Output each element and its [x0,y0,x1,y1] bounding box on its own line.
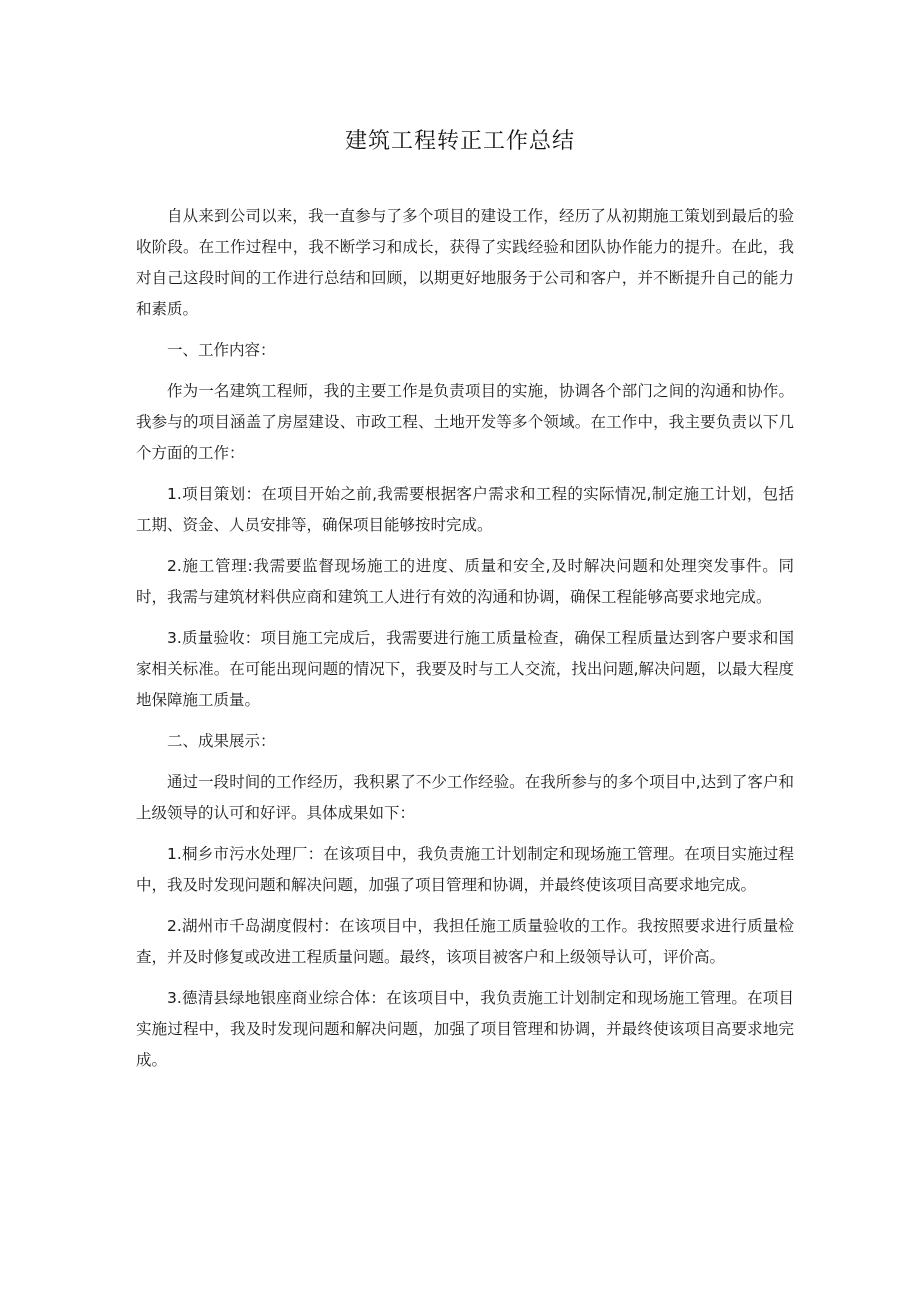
list-item-text: .施工管理:我需要监督现场施工的进度、质量和安全,及时解决问题和处理突发事件。同时，我需与建筑材料供应商和建筑工人进行有效的沟通和协调，确保工程能够高要求地完成。 [136,557,794,606]
result-item-tongxiang [136,839,794,901]
section-results-intro: 通过一段时间的工作经历，我积累了不少工作经验。在我所参与的多个项目中,达到了客户和上级领导的认可和好评。具体成果如下： [136,773,794,822]
list-item-text: .质量验收：项目施工完成后，我需要进行施工质量检查，确保工程质量达到客户要求和国家相关标准。在可能出现问题的情况下，我要及时与工人交流，找出问题,解决问题，以最大程度地保障施工质量。 [136,629,794,709]
list-item-text: .桐乡市污水处理厂：在该项目中，我负责施工计划制定和现场施工管理。在项目实施过程中，我及时发现问题和解决问题，加强了项目管理和协调，并最终使该项目高要求地完成。 [136,845,794,894]
result-item-deqing [136,983,794,1076]
work-item-construction-management [136,551,794,613]
list-number: 1 [167,845,177,863]
list-item-text: .湖州市千岛湖度假村：在该项目中，我担任施工质量验收的工作。我按照要求进行质量检查，并及时修复或改进工程质量问题。最终，该项目被客户和上级领导认可，评价高。 [136,917,794,966]
work-item-planning [136,479,794,541]
document-body [136,201,794,1086]
list-number: 2 [167,917,177,935]
result-item-huzhou [136,911,794,973]
list-item-text: .德清县绿地银座商业综合体：在该项目中，我负责施工计划制定和现场施工管理。在项目实施过程中，我及时发现问题和解决问题，加强了项目管理和协调，并最终使该项目高要求地完成。 [136,989,794,1069]
list-number: 1 [167,485,177,503]
work-item-quality-acceptance [136,623,794,716]
list-number: 3 [167,629,177,647]
list-item-text: .项目策划：在项目开始之前,我需要根据客户需求和工程的实际情况,制定施工计划，包括工期、资金、人员安排等，确保项目能够按时完成。 [136,485,794,534]
intro-paragraph: 自从来到公司以来，我一直参与了多个项目的建设工作，经历了从初期施工策划到最后的验收阶段。在工作过程中，我不断学习和成长，获得了实践经验和团队协作能力的提升。在此，我对自己这段时间的工作进行总结和回顾，以期更好地服务于公司和客户，并不断提升自己的能力和素质。 [136,207,794,318]
section-work-content-intro: 作为一名建筑工程师，我的主要工作是负责项目的实施，协调各个部门之间的沟通和协作。我参与的项目涵盖了房屋建设、市政工程、土地开发等多个领域。在工作中，我主要负责以下几个方面的工作： [136,382,794,462]
list-number: 2 [167,557,177,575]
document-title: 建筑工程转正工作总结 [344,129,575,154]
list-number: 3 [167,989,177,1007]
section-heading-work-content: 一、工作内容： [167,341,276,359]
section-heading-results: 二、成果展示： [167,732,276,750]
